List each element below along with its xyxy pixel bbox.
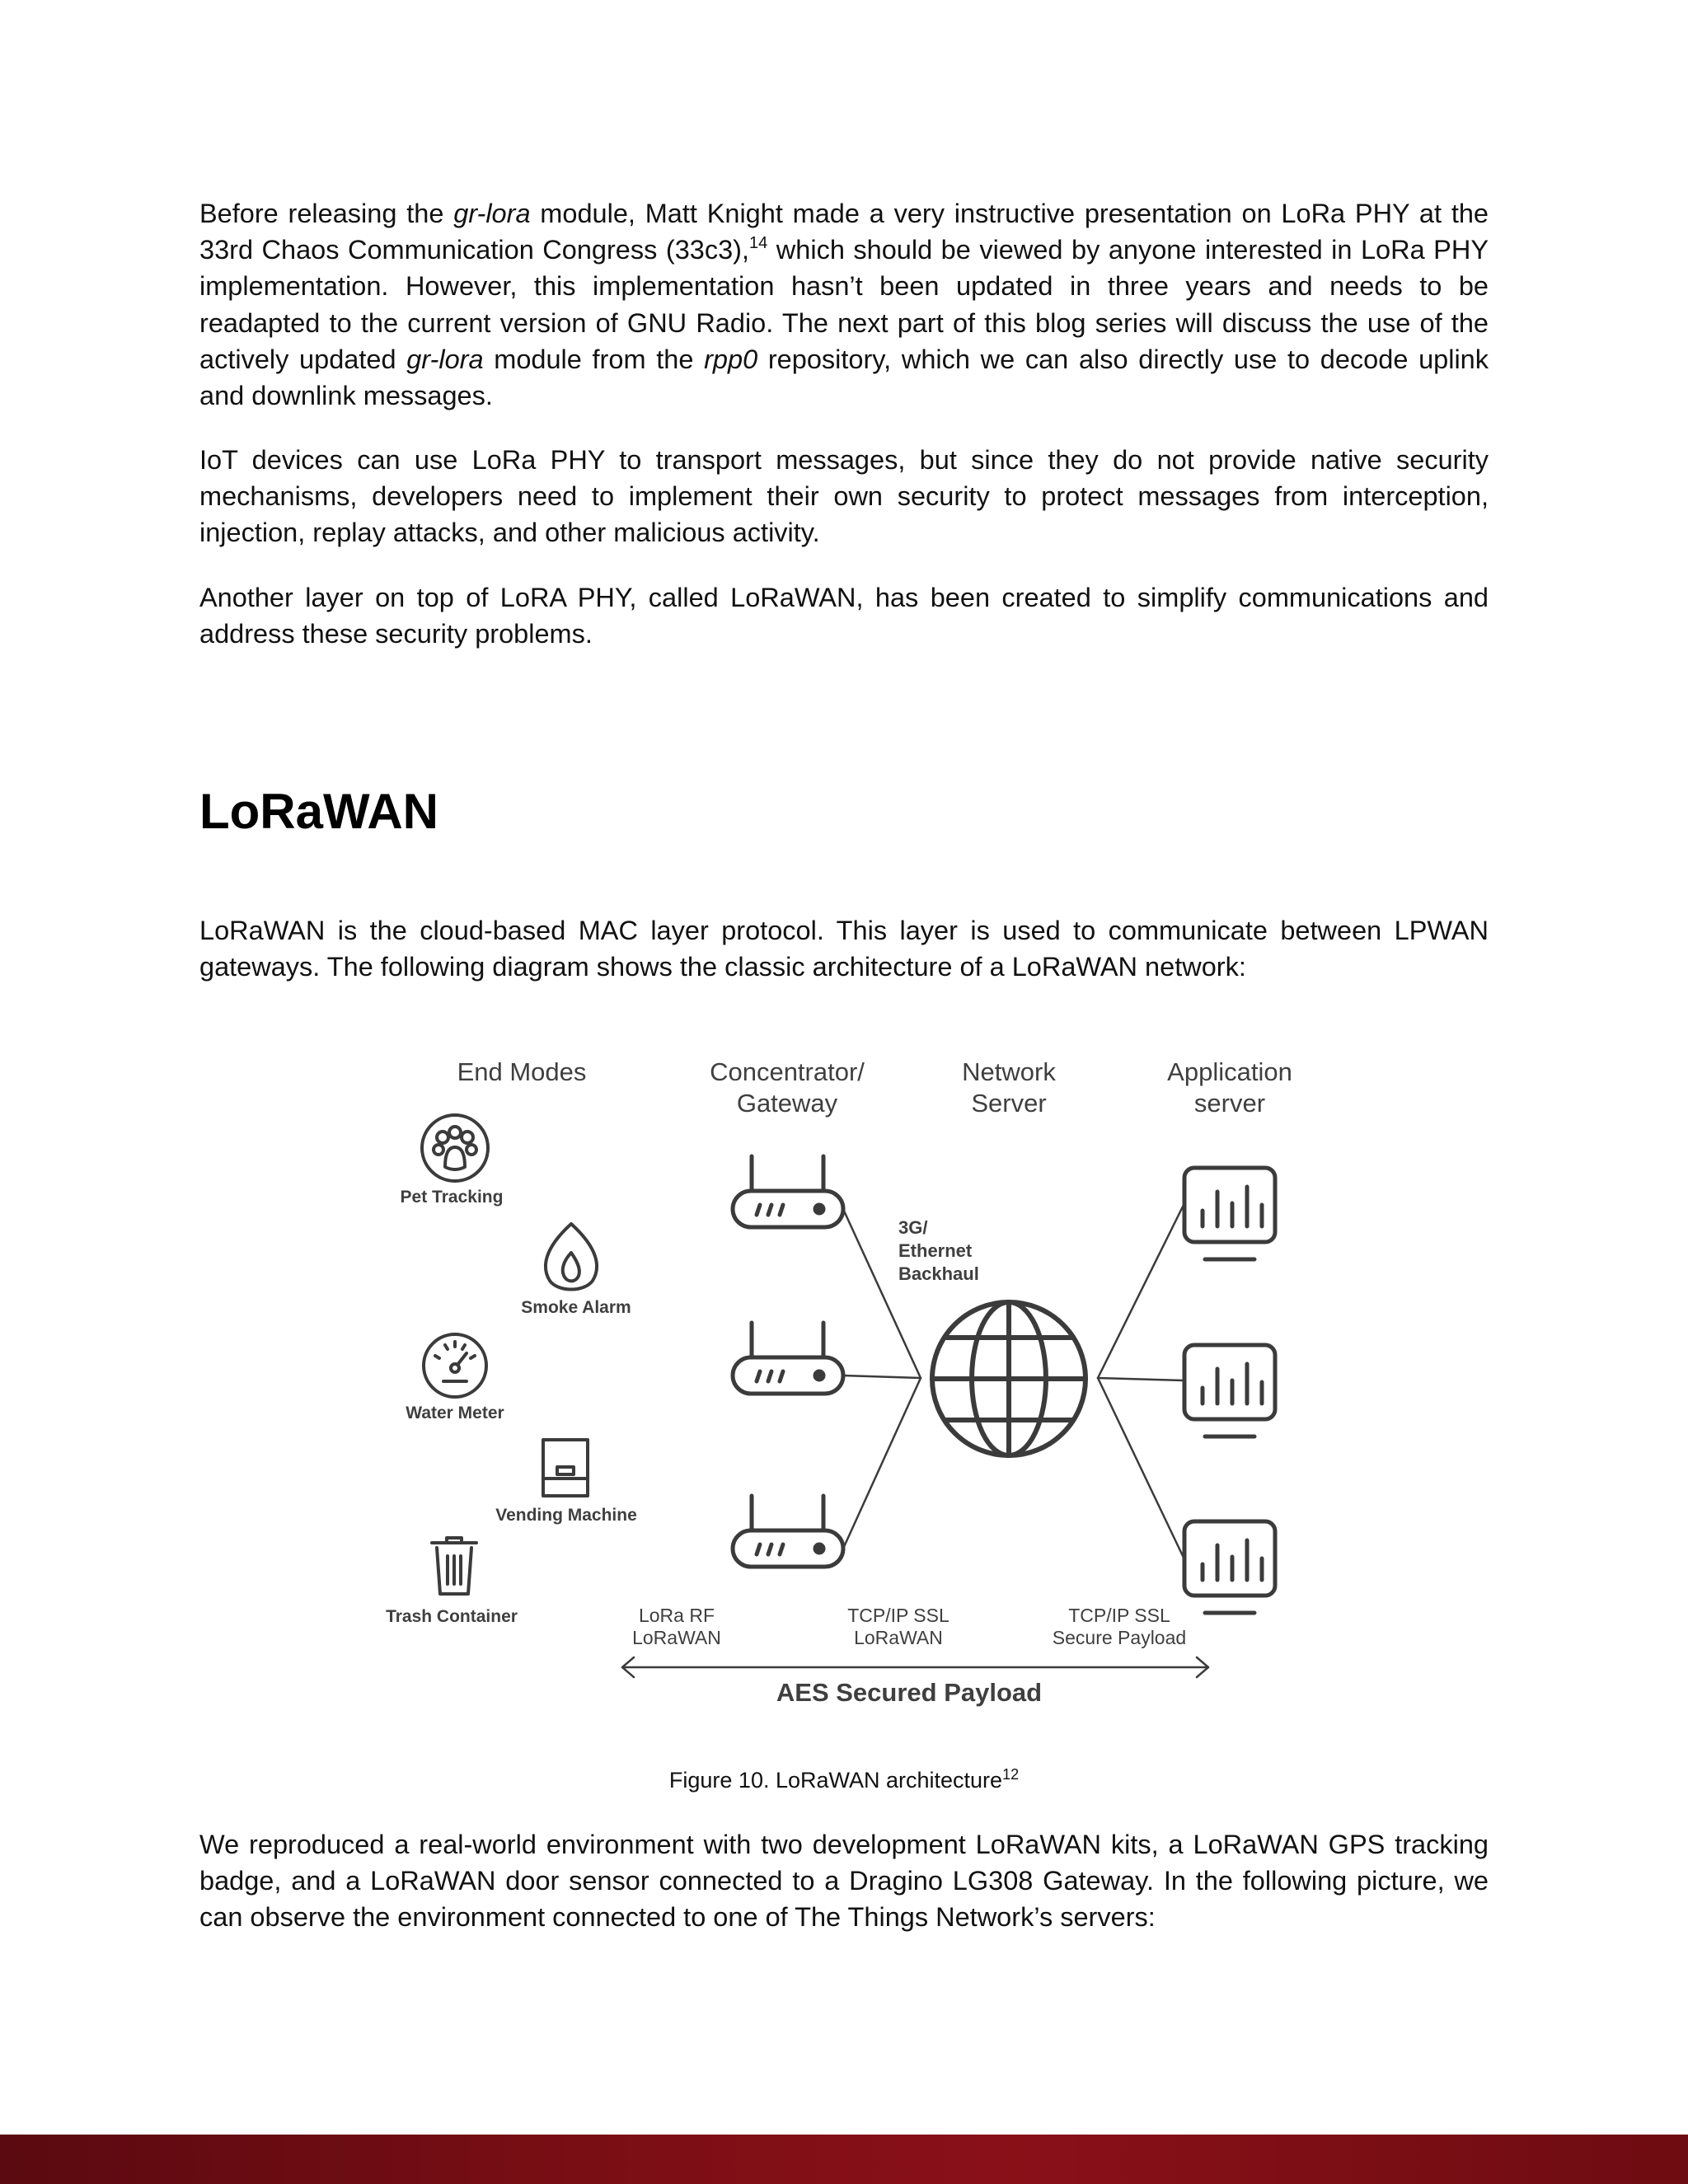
environment-paragraph: We reproduced a real-world environment with two development LoRaWAN kits, a LoRaWAN GPS tracking badge, and a LoRaWAN door sensor connected to a Dragino LG308 Gateway. In the following picture, we can observe the environment connected to one of The Things Network’s servers: [199,1830,1489,1933]
lorawan-intro-paragraph: Another layer on top of LoRA PHY, called LoRaWAN, has been created to simplify communications and address these security problems. [199,583,1489,649]
aes-secured-payload-label: AES Secured Payload [776,1678,1043,1707]
application-server-icon-3 [1184,1521,1275,1613]
link-label-tcpip-ssl-2: TCP/IP SSL [1068,1605,1170,1626]
caption-footnote-ref[interactable]: 12 [1002,1766,1020,1783]
module-name-gr-lora: gr-lora [406,344,484,374]
water-meter-icon [424,1334,486,1397]
vending-machine-icon [543,1440,588,1496]
repository-name-rpp0: rpp0 [704,344,758,374]
column-heading-end-modes: End Modes [457,1057,587,1086]
paragraph-text: which should be viewed by anyone interested in LoRa PHY implementation. However, this implementation hasn’t been updated in three years and needs to be readapted to the current version of GNU Radio. The next part of this blog series will discuss the use of the actively updated [199,235,1489,374]
pet-tracking-icon [422,1115,488,1181]
caption-text: Figure 10. LoRaWAN architecture [668,1768,1003,1793]
paragraph-text: module from the [483,344,705,374]
column-heading-network-line1: Network [962,1057,1056,1086]
column-heading-gateway-line2: Gateway [736,1089,838,1118]
link-label-lorawan-2: LoRaWAN [854,1627,943,1648]
backhaul-label-line3: Backhaul [898,1263,979,1284]
paragraph-text: Before releasing the [199,199,454,228]
network-app-links [1098,1205,1184,1558]
device-label-smoke-alarm: Smoke Alarm [521,1298,631,1317]
gateway-router-icon-3 [733,1496,843,1567]
paragraph-text: module, Matt Knight made a very instructive presentation on LoRa PHY at the 33rd Chaos Communication Congress (33c3), [199,199,1489,265]
lorawan-description-paragraph: LoRaWAN is the cloud-based MAC layer protocol. This layer is used to communicate between LPWAN gateways. The following diagram shows the classic architecture of a LoRaWAN network: [199,916,1489,982]
security-paragraph: IoT devices can use LoRa PHY to transport messages, but since they do not provide native security mechanisms, developers need to implement their own security to protect messages from interception, injection, replay attacks, and other malicious activity. [199,445,1489,548]
device-label-pet-tracking: Pet Tracking [400,1188,504,1207]
device-label-water-meter: Water Meter [406,1404,504,1422]
module-name-gr-lora: gr-lora [453,199,531,228]
network-server-globe-icon [932,1302,1085,1455]
figure-caption [0,1765,1688,1795]
column-heading-app-line2: server [1193,1089,1266,1118]
application-server-icon-2 [1184,1345,1275,1436]
link-label-lorawan: LoRaWAN [632,1627,721,1648]
trash-container-icon [432,1538,476,1594]
device-label-vending-machine: Vending Machine [495,1506,637,1525]
smoke-alarm-icon [546,1224,597,1290]
footer-bar [0,2135,1688,2184]
link-label-secure-payload: Secure Payload [1052,1627,1187,1648]
link-label-lora-rf: LoRa RF [638,1605,715,1626]
gateway-router-icon-2 [733,1323,843,1394]
backhaul-label-line2: Ethernet [898,1240,973,1261]
device-label-trash-container: Trash Container [386,1607,518,1626]
column-heading-app-line1: Application [1167,1057,1292,1086]
link-label-tcpip-ssl-1: TCP/IP SSL [847,1605,950,1626]
column-heading-network-line2: Server [971,1089,1047,1118]
paragraph-text: repository, which we can also directly use to decode uplink and downlink messages. [199,344,1489,411]
gateway-router-icon-1 [733,1156,843,1227]
aes-secured-payload-arrow [622,1657,1208,1677]
section-heading-lorawan: LoRaWAN [199,784,438,839]
column-heading-gateway-line1: Concentrator/ [710,1057,865,1086]
footnote-ref[interactable]: 14 [749,234,768,253]
backhaul-label-line1: 3G/ [898,1217,928,1238]
application-server-icon-1 [1184,1168,1275,1259]
